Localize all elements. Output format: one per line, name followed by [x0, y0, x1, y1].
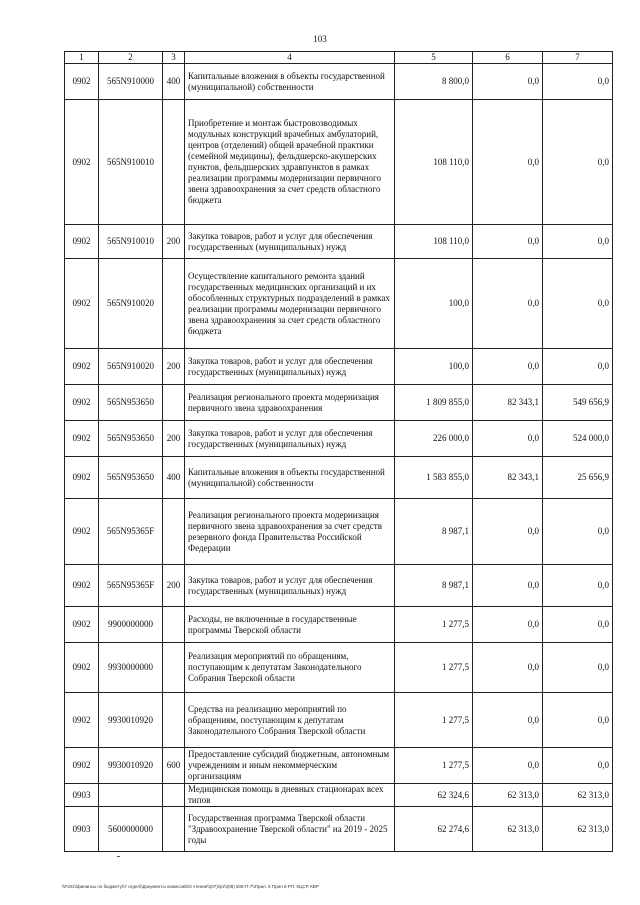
section-code: 0902: [65, 693, 99, 748]
amount-2023: 1 583 855,0: [395, 457, 473, 499]
section-code: 0902: [65, 349, 99, 385]
amount-2025: 0,0: [543, 643, 613, 693]
table-row: [65, 421, 613, 457]
target-article-code: 565N910010: [99, 225, 163, 259]
stray-mark: [117, 856, 120, 857]
item-description: Закупка товаров, работ и услуг для обеспечения государственных (муниципальных) нужд: [185, 225, 395, 259]
section-code: 0902: [65, 100, 99, 225]
item-description: Медицинская помощь в дневных стационарах всех типов: [185, 784, 395, 807]
amount-2024: 82 343,1: [473, 385, 543, 421]
table-row: [65, 100, 613, 225]
amount-2024: 0,0: [473, 499, 543, 565]
item-description: Закупка товаров, работ и услуг для обеспечения государственных (муниципальных) нужд: [185, 349, 395, 385]
expense-type-code: [163, 385, 185, 421]
amount-2024: 62 313,0: [473, 807, 543, 852]
item-description: Реализация регионального проекта модернизация первичного звена здравоохранения за счет средств резервного фонда Правительства Российской Федерации: [185, 499, 395, 565]
table-row: [65, 607, 613, 643]
amount-2025: 549 656,9: [543, 385, 613, 421]
table-row: [65, 385, 613, 421]
amount-2025: 524 000,0: [543, 421, 613, 457]
section-code: 0902: [65, 607, 99, 643]
amount-2025: 25 656,9: [543, 457, 613, 499]
amount-2025: 0,0: [543, 565, 613, 607]
amount-2024: 0,0: [473, 643, 543, 693]
target-article-code: 565N953650: [99, 385, 163, 421]
item-description: Капитальные вложения в объекты государственной (муниципальной) собственности: [185, 457, 395, 499]
table-row: [65, 225, 613, 259]
table-row: [65, 748, 613, 784]
expense-type-code: 400: [163, 64, 185, 100]
table-row: [65, 457, 613, 499]
col-header-4: 4: [185, 52, 395, 64]
item-description: Осуществление капитального ремонта зданий государственных медицинских организаций и их обособленных структурных подразделений в рамках реализации программы модернизации первичного звена здравоохранения за счет средств областного бюджета: [185, 259, 395, 349]
amount-2024: 0,0: [473, 64, 543, 100]
amount-2023: 100,0: [395, 349, 473, 385]
target-article-code: 565N95365F: [99, 499, 163, 565]
expense-type-code: 600: [163, 748, 185, 784]
table-row: [65, 807, 613, 852]
table-row: [65, 499, 613, 565]
amount-2023: 1 277,5: [395, 643, 473, 693]
amount-2024: 0,0: [473, 349, 543, 385]
target-article-code: 5600000000: [99, 807, 163, 852]
target-article-code: 9930010920: [99, 693, 163, 748]
amount-2024: 62 313,0: [473, 784, 543, 807]
amount-2024: 0,0: [473, 607, 543, 643]
table-row: [65, 349, 613, 385]
amount-2025: 0,0: [543, 100, 613, 225]
section-code: 0902: [65, 457, 99, 499]
amount-2023: 1 277,5: [395, 748, 473, 784]
amount-2023: 1 277,5: [395, 607, 473, 643]
table-row: [65, 64, 613, 100]
amount-2023: 226 000,0: [395, 421, 473, 457]
amount-2023: 62 274,6: [395, 807, 473, 852]
amount-2023: 62 324,6: [395, 784, 473, 807]
expense-type-code: [163, 807, 185, 852]
col-header-7: 7: [543, 52, 613, 64]
budget-table: [64, 51, 613, 852]
amount-2023: 108 110,0: [395, 100, 473, 225]
amount-2023: 8 987,1: [395, 499, 473, 565]
expense-type-code: [163, 259, 185, 349]
section-code: 0902: [65, 421, 99, 457]
item-description: Государственная программа Тверской области "Здравоохранение Тверской области" на 2019 - 2025 годы: [185, 807, 395, 852]
table-row: [65, 693, 613, 748]
section-code: 0902: [65, 259, 99, 349]
amount-2025: 0,0: [543, 693, 613, 748]
expense-type-code: [163, 607, 185, 643]
section-code: 0902: [65, 748, 99, 784]
table-row: [65, 565, 613, 607]
amount-2023: 8 987,1: [395, 565, 473, 607]
section-code: 0902: [65, 385, 99, 421]
target-article-code: 565N910000: [99, 64, 163, 100]
footer-file-path: \\Fs01\\финансы по бюджету\\7 отдел\\Документы комиссий\\3 чтение\\(07)\\pr\\(08) 506-П-7\\Прил. 5 Прил 8 РП, КЦСР, КВР: [62, 884, 319, 889]
amount-2023: 8 800,0: [395, 64, 473, 100]
target-article-code: 565N953650: [99, 457, 163, 499]
table-row: [65, 784, 613, 807]
target-article-code: 9930000000: [99, 643, 163, 693]
target-article-code: 565N95365F: [99, 565, 163, 607]
amount-2025: 62 313,0: [543, 784, 613, 807]
section-code: 0902: [65, 225, 99, 259]
item-description: Капитальные вложения в объекты государственной (муниципальной) собственности: [185, 64, 395, 100]
amount-2023: 100,0: [395, 259, 473, 349]
amount-2025: 62 313,0: [543, 807, 613, 852]
col-header-5: 5: [395, 52, 473, 64]
col-header-6: 6: [473, 52, 543, 64]
amount-2025: 0,0: [543, 607, 613, 643]
amount-2023: 1 809 855,0: [395, 385, 473, 421]
col-header-2: 2: [99, 52, 163, 64]
amount-2023: 1 277,5: [395, 693, 473, 748]
section-code: 0902: [65, 64, 99, 100]
section-code: 0902: [65, 643, 99, 693]
header-row: [65, 52, 613, 64]
target-article-code: 565N910020: [99, 259, 163, 349]
item-description: Закупка товаров, работ и услуг для обеспечения государственных (муниципальных) нужд: [185, 421, 395, 457]
section-code: 0903: [65, 784, 99, 807]
table-row: [65, 643, 613, 693]
expense-type-code: [163, 643, 185, 693]
expense-type-code: [163, 693, 185, 748]
target-article-code: 9900000000: [99, 607, 163, 643]
page-number: 103: [313, 34, 327, 44]
amount-2024: 82 343,1: [473, 457, 543, 499]
col-header-1: 1: [65, 52, 99, 64]
target-article-code: [99, 784, 163, 807]
target-article-code: 565N953650: [99, 421, 163, 457]
amount-2025: 0,0: [543, 259, 613, 349]
item-description: Реализация мероприятий по обращениям, поступающим к депутатам Законодательного Собрания Тверской области: [185, 643, 395, 693]
expense-type-code: 200: [163, 349, 185, 385]
target-article-code: 565N910020: [99, 349, 163, 385]
amount-2024: 0,0: [473, 565, 543, 607]
target-article-code: 9930010920: [99, 748, 163, 784]
amount-2025: 0,0: [543, 225, 613, 259]
table-row: [65, 259, 613, 349]
item-description: Реализация регионального проекта модернизация первичного звена здравоохранения: [185, 385, 395, 421]
item-description: Приобретение и монтаж быстровозводимых модульных конструкций врачебных амбулаторий, центров (отделений) общей врачебной практики (семейной медицины), фельдшерско-акушерских пунктов, фельдшерских здравпунктов в рамках реализации программы модернизации первичного звена здравоохранения за счет средств областного бюджета: [185, 100, 395, 225]
amount-2025: 0,0: [543, 349, 613, 385]
amount-2025: 0,0: [543, 748, 613, 784]
expense-type-code: [163, 499, 185, 565]
expense-type-code: 200: [163, 421, 185, 457]
amount-2024: 0,0: [473, 748, 543, 784]
amount-2025: 0,0: [543, 499, 613, 565]
expense-type-code: 200: [163, 225, 185, 259]
section-code: 0902: [65, 565, 99, 607]
expense-type-code: 400: [163, 457, 185, 499]
item-description: Закупка товаров, работ и услуг для обеспечения государственных (муниципальных) нужд: [185, 565, 395, 607]
amount-2025: 0,0: [543, 64, 613, 100]
amount-2024: 0,0: [473, 259, 543, 349]
expense-type-code: [163, 784, 185, 807]
amount-2024: 0,0: [473, 693, 543, 748]
amount-2024: 0,0: [473, 100, 543, 225]
section-code: 0902: [65, 499, 99, 565]
expense-type-code: 200: [163, 565, 185, 607]
section-code: 0903: [65, 807, 99, 852]
item-description: Средства на реализацию мероприятий по обращениям, поступающим к депутатам Законодательного Собрания Тверской области: [185, 693, 395, 748]
amount-2024: 0,0: [473, 421, 543, 457]
expense-type-code: [163, 100, 185, 225]
target-article-code: 565N910010: [99, 100, 163, 225]
item-description: Предоставление субсидий бюджетным, автономным учреждениям и иным некоммерческим организациям: [185, 748, 395, 784]
col-header-3: 3: [163, 52, 185, 64]
amount-2024: 0,0: [473, 225, 543, 259]
amount-2023: 108 110,0: [395, 225, 473, 259]
item-description: Расходы, не включенные в государственные программы Тверской области: [185, 607, 395, 643]
